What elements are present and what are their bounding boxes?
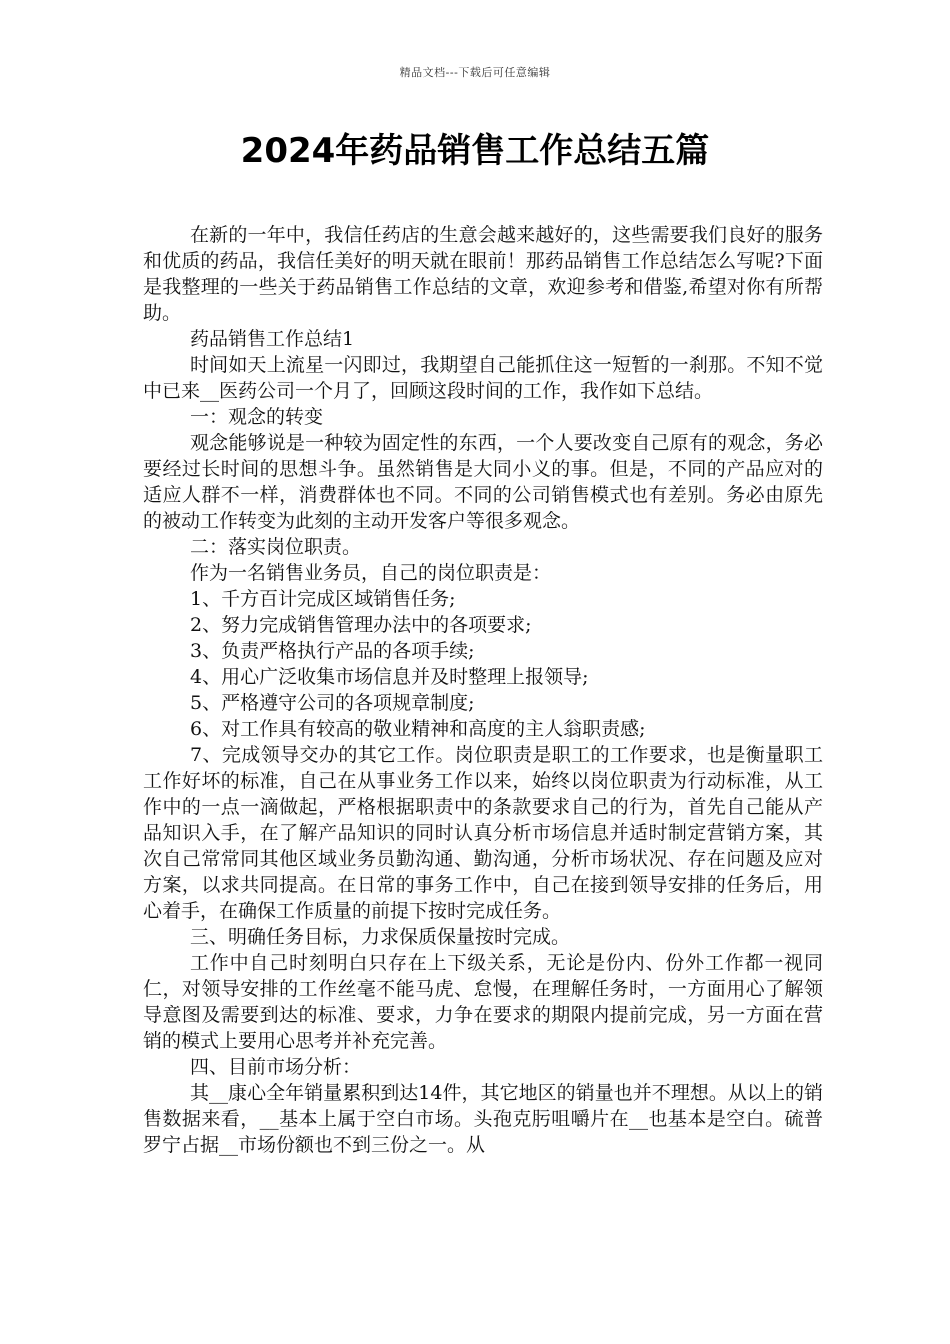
section-heading-summary-1: 药品销售工作总结1 [190,328,355,350]
paragraph-market: 其__康心全年销量累积到达14件，其它地区的销量也并不理想。从以上的销售数据来看，__基本上属于空白市场。头孢克肟咀嚼片在__也基本是空白。硫普罗宁占据__市场份额也不到三份之一。从 [143,1082,823,1156]
paragraph-goals: 工作中自己时刻明白只存在上下级关系，无论是份内、份外工作都一视同仁，对领导安排的工作丝毫不能马虎、怠慢，在理解任务时，一方面用心了解领导意图及需要到达的标准、要求，力争在要求的期限内提前完成，另一方面在营销的模式上要用心思考并补充完善。 [143,952,823,1052]
paragraph-concept: 观念能够说是一种较为固定性的东西，一个人要改变自己原有的观念，务必要经过长时间的思想斗争。虽然销售是大同小义的事。但是，不同的产品应对的适应人群不一样，消费群体也不同。不同的公司销售模式也有差别。务必由原先的被动工作转变为此刻的主动开发客户等很多观念。 [143,432,823,532]
list-item: 1、千方百计完成区域销售任务; [190,588,456,610]
document-title: 2024年药品销售工作总结五篇 [240,131,710,171]
list-item: 6、对工作具有较高的敬业精神和高度的主人翁职责感; [190,718,646,740]
section-heading-1: 一：观念的转变 [190,406,324,428]
document-body [143,222,823,1158]
section-heading-3: 三、明确任务目标，力求保质保量按时完成。 [190,926,571,948]
section-heading-4: 四、目前市场分析： [190,1056,362,1078]
section-heading-2: 二：落实岗位职责。 [190,536,362,558]
list-item: 5、严格遵守公司的各项规章制度; [190,692,475,714]
header-note: 精品文档---下载后可任意编辑 [399,66,551,79]
list-item: 4、用心广泛收集市场信息并及时整理上报领导; [190,666,589,688]
list-item: 2、努力完成销售管理办法中的各项要求; [190,614,532,636]
list-item: 7、完成领导交办的其它工作。岗位职责是职工的工作要求，也是衡量职工工作好坏的标准，自己在从事业务工作以来，始终以岗位职责为行动标准，从工作中的一点一滴做起，严格根据职责中的条款要求自己的行为，首先自己能从产品知识入手，在了解产品知识的同时认真分析市场信息并适时制定营销方案，其次自己常常同其他区域业务员勤沟通、勤沟通，分析市场状况、存在问题及应对方案，以求共同提高。在日常的事务工作中，自己在接到领导安排的任务后，用心着手，在确保工作质量的前提下按时完成任务。 [143,744,823,922]
paragraph-intro: 在新的一年中，我信任药店的生意会越来越好的，这些需要我们良好的服务和优质的药品，我信任美好的明天就在眼前！那药品销售工作总结怎么写呢?下面是我整理的一些关于药品销售工作总结的文章，欢迎参考和借鉴,希望对你有所帮助。 [143,224,823,324]
paragraph-duties-intro: 作为一名销售业务员，自己的岗位职责是： [190,562,552,584]
paragraph-opening: 时间如天上流星一闪即过，我期望自己能抓住这一短暂的一刹那。不知不觉中已来__医药公司一个月了，回顾这段时间的工作，我作如下总结。 [143,354,823,402]
list-item: 3、负责严格执行产品的各项手续; [190,640,475,662]
